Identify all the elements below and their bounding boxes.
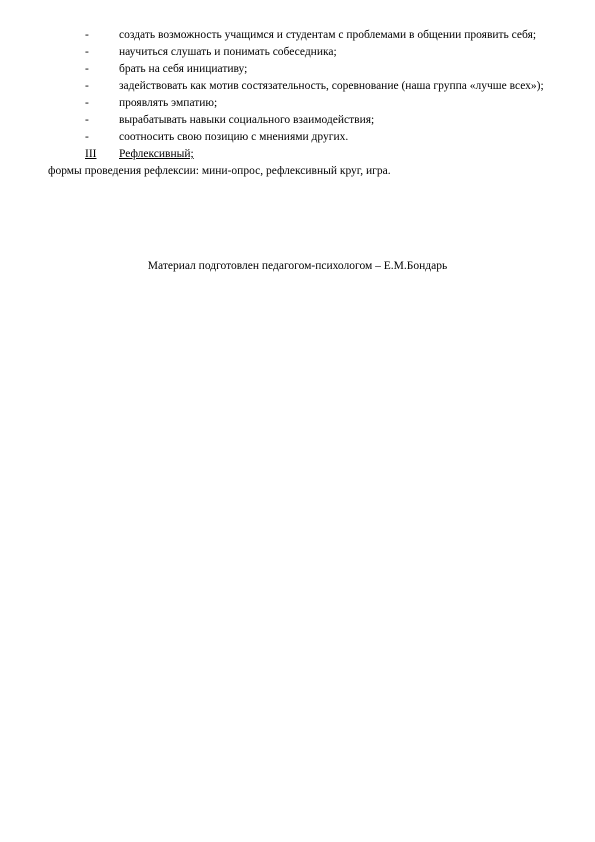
list-item-text: брать на себя инициативу; [119,63,248,75]
list-item-text: вырабатывать навыки социального взаимодействия; [119,114,375,126]
list-bullet: - [85,46,89,58]
section-title: Рефлексивный; [119,148,194,160]
list-bullet: - [85,29,89,41]
list-bullet: - [85,131,89,143]
list-item [48,61,560,78]
section-heading [48,146,560,163]
list-item [48,95,560,112]
list-item-text: создать возможность учащимся и студентам с проблемами в общении проявить себя; [119,29,537,41]
list-item [48,112,560,129]
list-bullet: - [85,63,89,75]
list-item [48,129,560,146]
list-item-text: проявлять эмпатию; [119,97,218,109]
section-number: III [85,148,97,160]
list-item [48,27,560,44]
list-bullet: - [85,80,89,92]
author-credit: Материал подготовлен педагогом-психологом – Е.М.Бондарь [147,260,448,272]
reflection-forms-text: формы проведения рефлексии: мини-опрос, рефлексивный круг, игра. [48,165,391,177]
list-bullet: - [85,114,89,126]
list-item-text: задействовать как мотив состязательность, соревнование (наша группа «лучше всех»); [119,80,544,92]
list-item-text: научиться слушать и понимать собеседника; [119,46,337,58]
list-item [48,78,560,95]
document-body [48,27,560,180]
list-item-text: соотносить свою позицию с мнениями других. [119,131,349,143]
list-item [48,44,560,61]
list-bullet: - [85,97,89,109]
